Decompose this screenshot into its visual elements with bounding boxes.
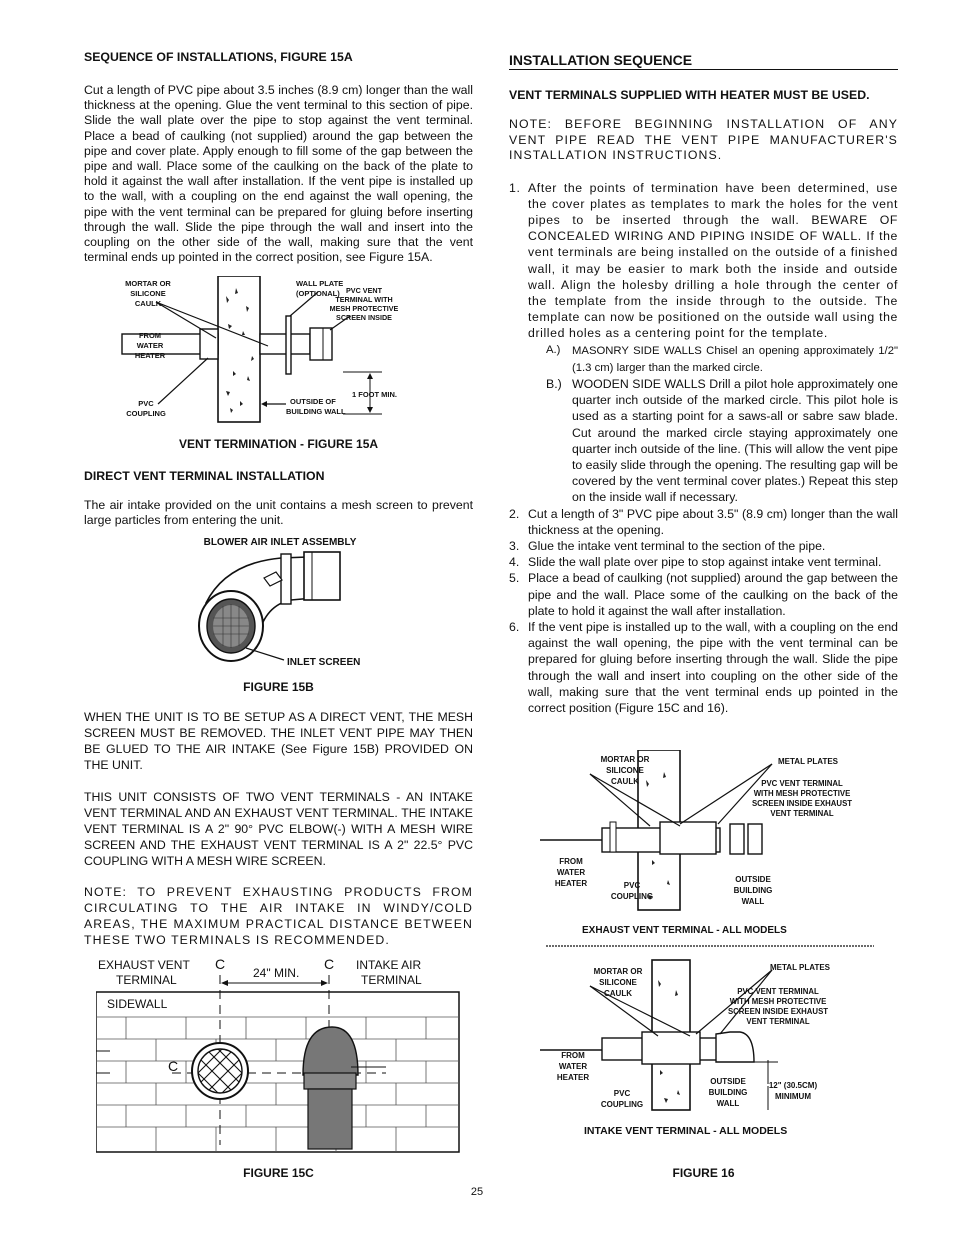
intake-vent-diagram	[540, 960, 831, 1137]
svg-text:EXHAUST VENTTERMINAL: EXHAUST VENT TERMINAL	[98, 958, 190, 987]
svg-text:PVC VENTTERMINAL WITHMESH PROT: PVC VENT TERMINAL WITH MESH PROTECTIVE SCREEN INSIDE	[329, 286, 399, 322]
figure-16	[540, 750, 880, 1145]
svg-text:INTAKE VENT TERMINAL - ALL MOD: INTAKE VENT TERMINAL - ALL MODELS	[584, 1125, 788, 1137]
svg-text:PVCCOUPLING: PVC COUPLING	[600, 1089, 644, 1109]
svg-text:1 FOOT MIN.: 1 FOOT MIN.	[352, 390, 397, 399]
svg-text:METAL PLATES: METAL PLATES	[770, 963, 830, 972]
note-paragraph: NOTE: TO PREVENT EXHAUSTING PRODUCTS FROM CIRCULATING TO THE AIR INTAKE IN WINDY/COLD AREAS, THE MAXIMUM PRACTICAL DISTANCE BETWEEN THESE TWO TERMINALS IS RECOMMENDED.	[84, 885, 473, 947]
svg-text:PVCCOUPLING: PVC COUPLING	[610, 881, 654, 901]
svg-text:PVC VENT TERMINALWITH MESH PRO: PVC VENT TERMINAL WITH MESH PROTECTIVE SCREEN INSIDE EXHAUST VENT TERMINAL	[751, 779, 853, 818]
manufacturer-note: NOTE: BEFORE BEGINNING INSTALLATION OF ANY VENT PIPE READ THE VENT PIPE MANUFACTURER'S INSTALLATION INSTRUCTIONS.	[509, 117, 898, 162]
svg-text:OUTSIDE OFBUILDING WALL: OUTSIDE OF BUILDING WALL	[286, 397, 346, 416]
sequence-paragraph: Cut a length of PVC pipe about 3.5 inches (8.9 cm) longer than the wall thickness at the opening. Glue the vent terminal to this section of pipe. Slide the wall plate over the pipe to stop against the vent terminal. Place a bead of caulking (not supplied) around the gap between the pipe and cover plate. Apply enough to fill some of the gap between the pipe and wall. Place some of the caulking on the back of the plate to hold it against the wall after installation. If the vent pipe is installed up to the wall, with a coupling on the end against the wall opening, the pipe with the vent terminal can be prepared for gluing before inserting through the wall. Slide the pipe through the wall and insert into the coupling on the other side of the wall, making sure that the vent terminal ends up pointed in the correct position, see Figure 15A.	[84, 83, 473, 265]
svg-text:PVC VENT TERMINALWITH MESH PRO: PVC VENT TERMINAL WITH MESH PROTECTIVE SCREEN INSIDE EXHAUST VENT TERMINAL	[727, 987, 829, 1026]
step-item: 3. Glue the intake vent terminal to the section of the pipe.	[509, 538, 826, 553]
svg-text:WALL PLATE(OPTIONAL): WALL PLATE (OPTIONAL)	[296, 279, 344, 298]
right-column	[509, 50, 898, 716]
figure-15b-caption: FIGURE 15B	[243, 680, 314, 694]
figure-16-caption: FIGURE 16	[672, 1166, 735, 1180]
svg-text:EXHAUST VENT TERMINAL - ALL MO: EXHAUST VENT TERMINAL - ALL MODELS	[582, 925, 787, 936]
svg-text:SIDEWALL: SIDEWALL	[107, 997, 168, 1011]
svg-text:INTAKE AIRTERMINAL: INTAKE AIR TERMINAL	[356, 958, 422, 987]
svg-text:MORTAR ORSILICONECAULK: MORTAR OR SILICONE CAULK	[593, 967, 643, 998]
svg-text:24" MIN.: 24" MIN.	[253, 966, 300, 980]
svg-text:C: C	[168, 1058, 179, 1074]
left-column	[84, 50, 473, 265]
installation-steps	[509, 180, 898, 717]
svg-text:PVCCOUPLING: PVC COUPLING	[126, 399, 166, 418]
svg-text:FROMWATERHEATER: FROM WATER HEATER	[556, 1051, 590, 1082]
figure-15c	[96, 955, 462, 1155]
installation-sequence-heading: INSTALLATION SEQUENCE	[509, 52, 898, 70]
svg-text:MORTAR ORSILICONECAULK: MORTAR OR SILICONE CAULK	[600, 755, 650, 786]
svg-text:METAL PLATES: METAL PLATES	[778, 757, 838, 766]
svg-text:OUTSIDEBUILDINGWALL: OUTSIDE BUILDING WALL	[733, 875, 773, 906]
svg-text:C: C	[215, 956, 226, 972]
fig15b-inlet-label: INLET SCREEN	[287, 657, 361, 668]
step-item: 5. Place a bead of caulking (not supplied) around the gap between the pipe and the wall. Place some of the caulking on the back of the plate to hold it against the wall after installation.	[509, 571, 898, 618]
step-item: 1. After the points of termination have been determined, use the cover plates as templates to mark the holes for the vent pipes to be inserted through the wall. BEWARE OF CONCEALED WIRING AND PIPING INSIDE OF WALL. If the vent terminals are being installed on the outside of a finished wall, it may be easier to mark both the inside and outside wall. Align the holesby drilling a hole through the center of the template from the inside through to the outside. The template can now be positioned on the outside wall using the drilled holes as a centering point for the template.	[509, 180, 898, 341]
step-item: 6. If the vent pipe is installed up to the wall, with a coupling on the end against the wall opening, the pipe with the vent terminal can be prepared for gluing before inserting through the wall. Slide the pipe through the wall and insert into coupling on the other side of the wall, making sure that the vent terminal ends up pointed in the correct position (Figure 15C and 16).	[509, 619, 898, 715]
figure-15b	[186, 548, 376, 672]
figure-15a-caption: VENT TERMINATION - FIGURE 15A	[178, 437, 379, 451]
svg-text:12" (30.5CM)MINIMUM: 12" (30.5CM) MINIMUM	[768, 1081, 818, 1101]
svg-text:FROMWATERHEATER: FROM WATER HEATER	[554, 857, 588, 888]
direct-vent-paragraph: The air intake provided on the unit contains a mesh screen to prevent large particles from entering the unit.	[84, 498, 473, 528]
sub-step-b: B.) WOODEN SIDE WALLS Drill a pilot hole approximately one quarter inch outside of the marked circle. This pilot hole is used as a starting point for a saws-all or sabre saw blade. Cut around the marked circle staying approximately one quarter inch outside of the line. (This will allow the vent pipe to easily slide through the opening. The resulting gap will be covered by the vent terminal cover plates.) Repeat this step on the inside wall if necessary.	[546, 376, 898, 505]
svg-text:FROMWATERHEATER: FROM WATER HEATER	[134, 331, 166, 360]
fig15b-top-label: BLOWER AIR INLET ASSEMBLY	[203, 537, 357, 548]
direct-vent-setup-paragraph: WHEN THE UNIT IS TO BE SETUP AS A DIRECT VENT, THE MESH SCREEN MUST BE REMOVED. THE INLET VENT PIPE MAY THEN BE GLUED TO THE AIR INTAKE (See Figure 15B) PROVIDED ON THE UNIT.	[84, 710, 473, 772]
step-item: 2. Cut a length of 3" PVC pipe about 3.5" (8.9 cm) longer than the wall thickness at the opening.	[509, 506, 898, 537]
figure-15a	[118, 276, 438, 424]
svg-text:MORTAR ORSILICONECAULK: MORTAR OR SILICONE CAULK	[125, 279, 171, 308]
step-item: 4. Slide the wall plate over pipe to stop against intake vent terminal.	[509, 555, 882, 570]
sub-step-a: A.) MASONRY SIDE WALLS Chisel an opening approximately 1/2" (1.3 cm) larger than the marked circle.	[546, 343, 898, 374]
must-use-statement: VENT TERMINALS SUPPLIED WITH HEATER MUST BE USED.	[509, 88, 870, 102]
svg-text:C: C	[324, 956, 335, 972]
sequence-heading: SEQUENCE OF INSTALLATIONS, FIGURE 15A	[84, 50, 353, 64]
page-number: 25	[470, 1186, 484, 1198]
exhaust-vent-diagram	[540, 750, 874, 946]
fig15a-label: MORTAR OR	[125, 279, 171, 288]
svg-text:OUTSIDEBUILDINGWALL: OUTSIDE BUILDING WALL	[708, 1077, 748, 1108]
two-terminals-paragraph: THIS UNIT CONSISTS OF TWO VENT TERMINALS - AN INTAKE VENT TERMINAL AND AN EXHAUST VENT TERMINAL. THE INTAKE VENT TERMINAL IS A 2" 90° PVC ELBOW(-) WITH A MESH WIRE SCREEN AND THE EXHAUST VENT TERMINAL IS A 2" 22.5° PVC COUPLING WITH A MESH WIRE SCREEN.	[84, 790, 473, 868]
figure-15c-caption: FIGURE 15C	[243, 1166, 314, 1180]
direct-vent-heading: DIRECT VENT TERMINAL INSTALLATION	[84, 469, 325, 483]
